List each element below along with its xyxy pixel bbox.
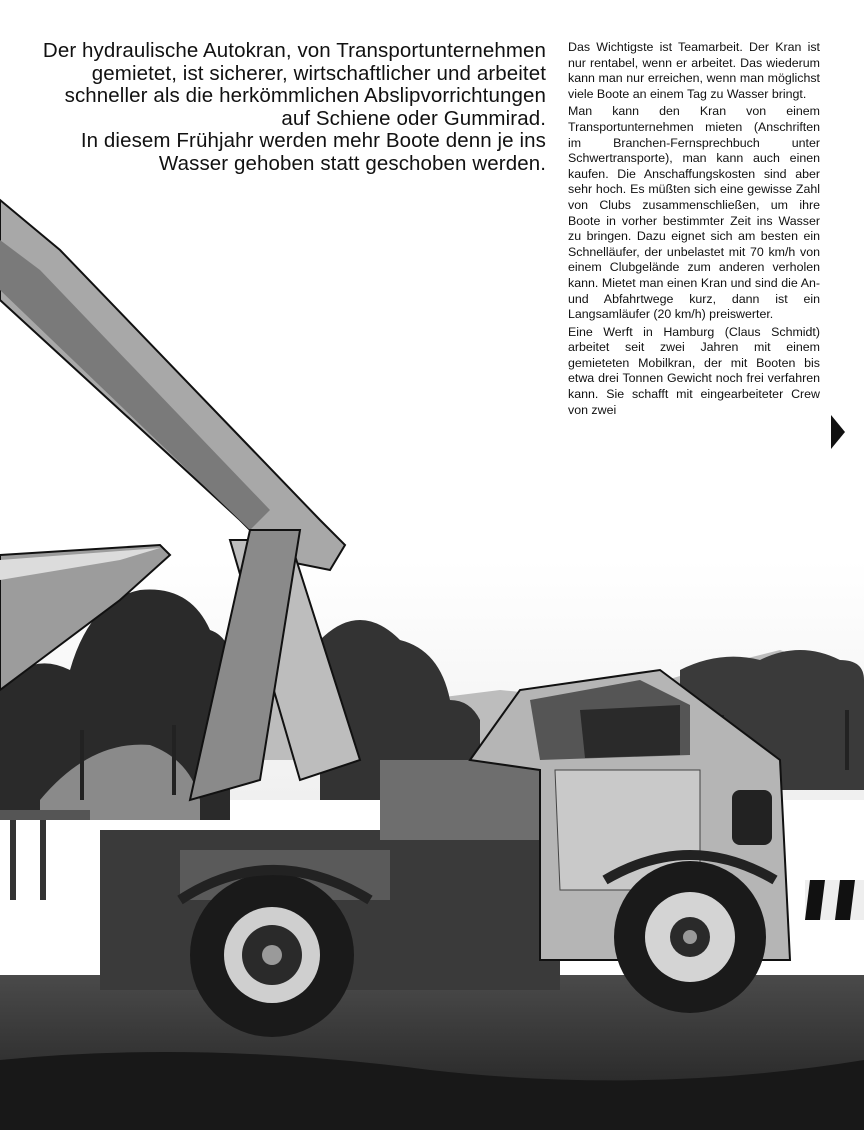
body-paragraph-3: Eine Werft in Hamburg (Claus Schmidt) arbeitet seit zwei Jahren mit einem gemieteten Mobilkran, der mit Booten bis etwa drei Tonnen Gewicht noch frei verfahren kann. Sie schafft mit eingearbeiteter Crew von zwei [568, 324, 820, 417]
headline [40, 40, 546, 175]
headline-paragraph-1: Der hydraulische Autokran, von Transportunternehmen gemietet, ist sicherer, wirtschaftlicher und arbeitet schneller als die herkömmlichen Abslipvorrichtungen auf Schiene oder Gummirad. [42, 39, 546, 130]
body-paragraph-2: Man kann den Kran von einem Transportunternehmen mieten (Anschriften im Branchen-Fernsprechbuch unter Schwertransporte), man kann auch einen kaufen. Die Anschaffungskosten sind aber sehr hoch. Es müßten sich eine gewisse Zahl von Clubs zusammenschließen, um ihre Boote in vorher bestimmter Zeit ins Wasser zu bringen. Dazu eignet sich am besten ein Schnelläufer, der unbelastet mit 70 km/h von einem Clubgelände zum anderen verholen kann. Mietet man einen Kran und sind die An- und Abfahrtwege kurz, dann ist ein Langsamläufer (20 km/h) preiswerter. [568, 104, 820, 322]
headline-paragraph-2: In diesem Frühjahr werden mehr Boote denn je ins Wasser gehoben statt geschoben werden. [80, 129, 546, 175]
continue-arrow-icon [831, 415, 845, 449]
body-paragraph-1: Das Wichtigste ist Teamarbeit. Der Kran ist nur rentabel, wenn er arbeitet. Das wiederum kann man nur erreichen, wenn man möglichst viele Boote an einem Tag zu Wasser bringt. [568, 40, 820, 101]
article-body-column [568, 40, 820, 420]
